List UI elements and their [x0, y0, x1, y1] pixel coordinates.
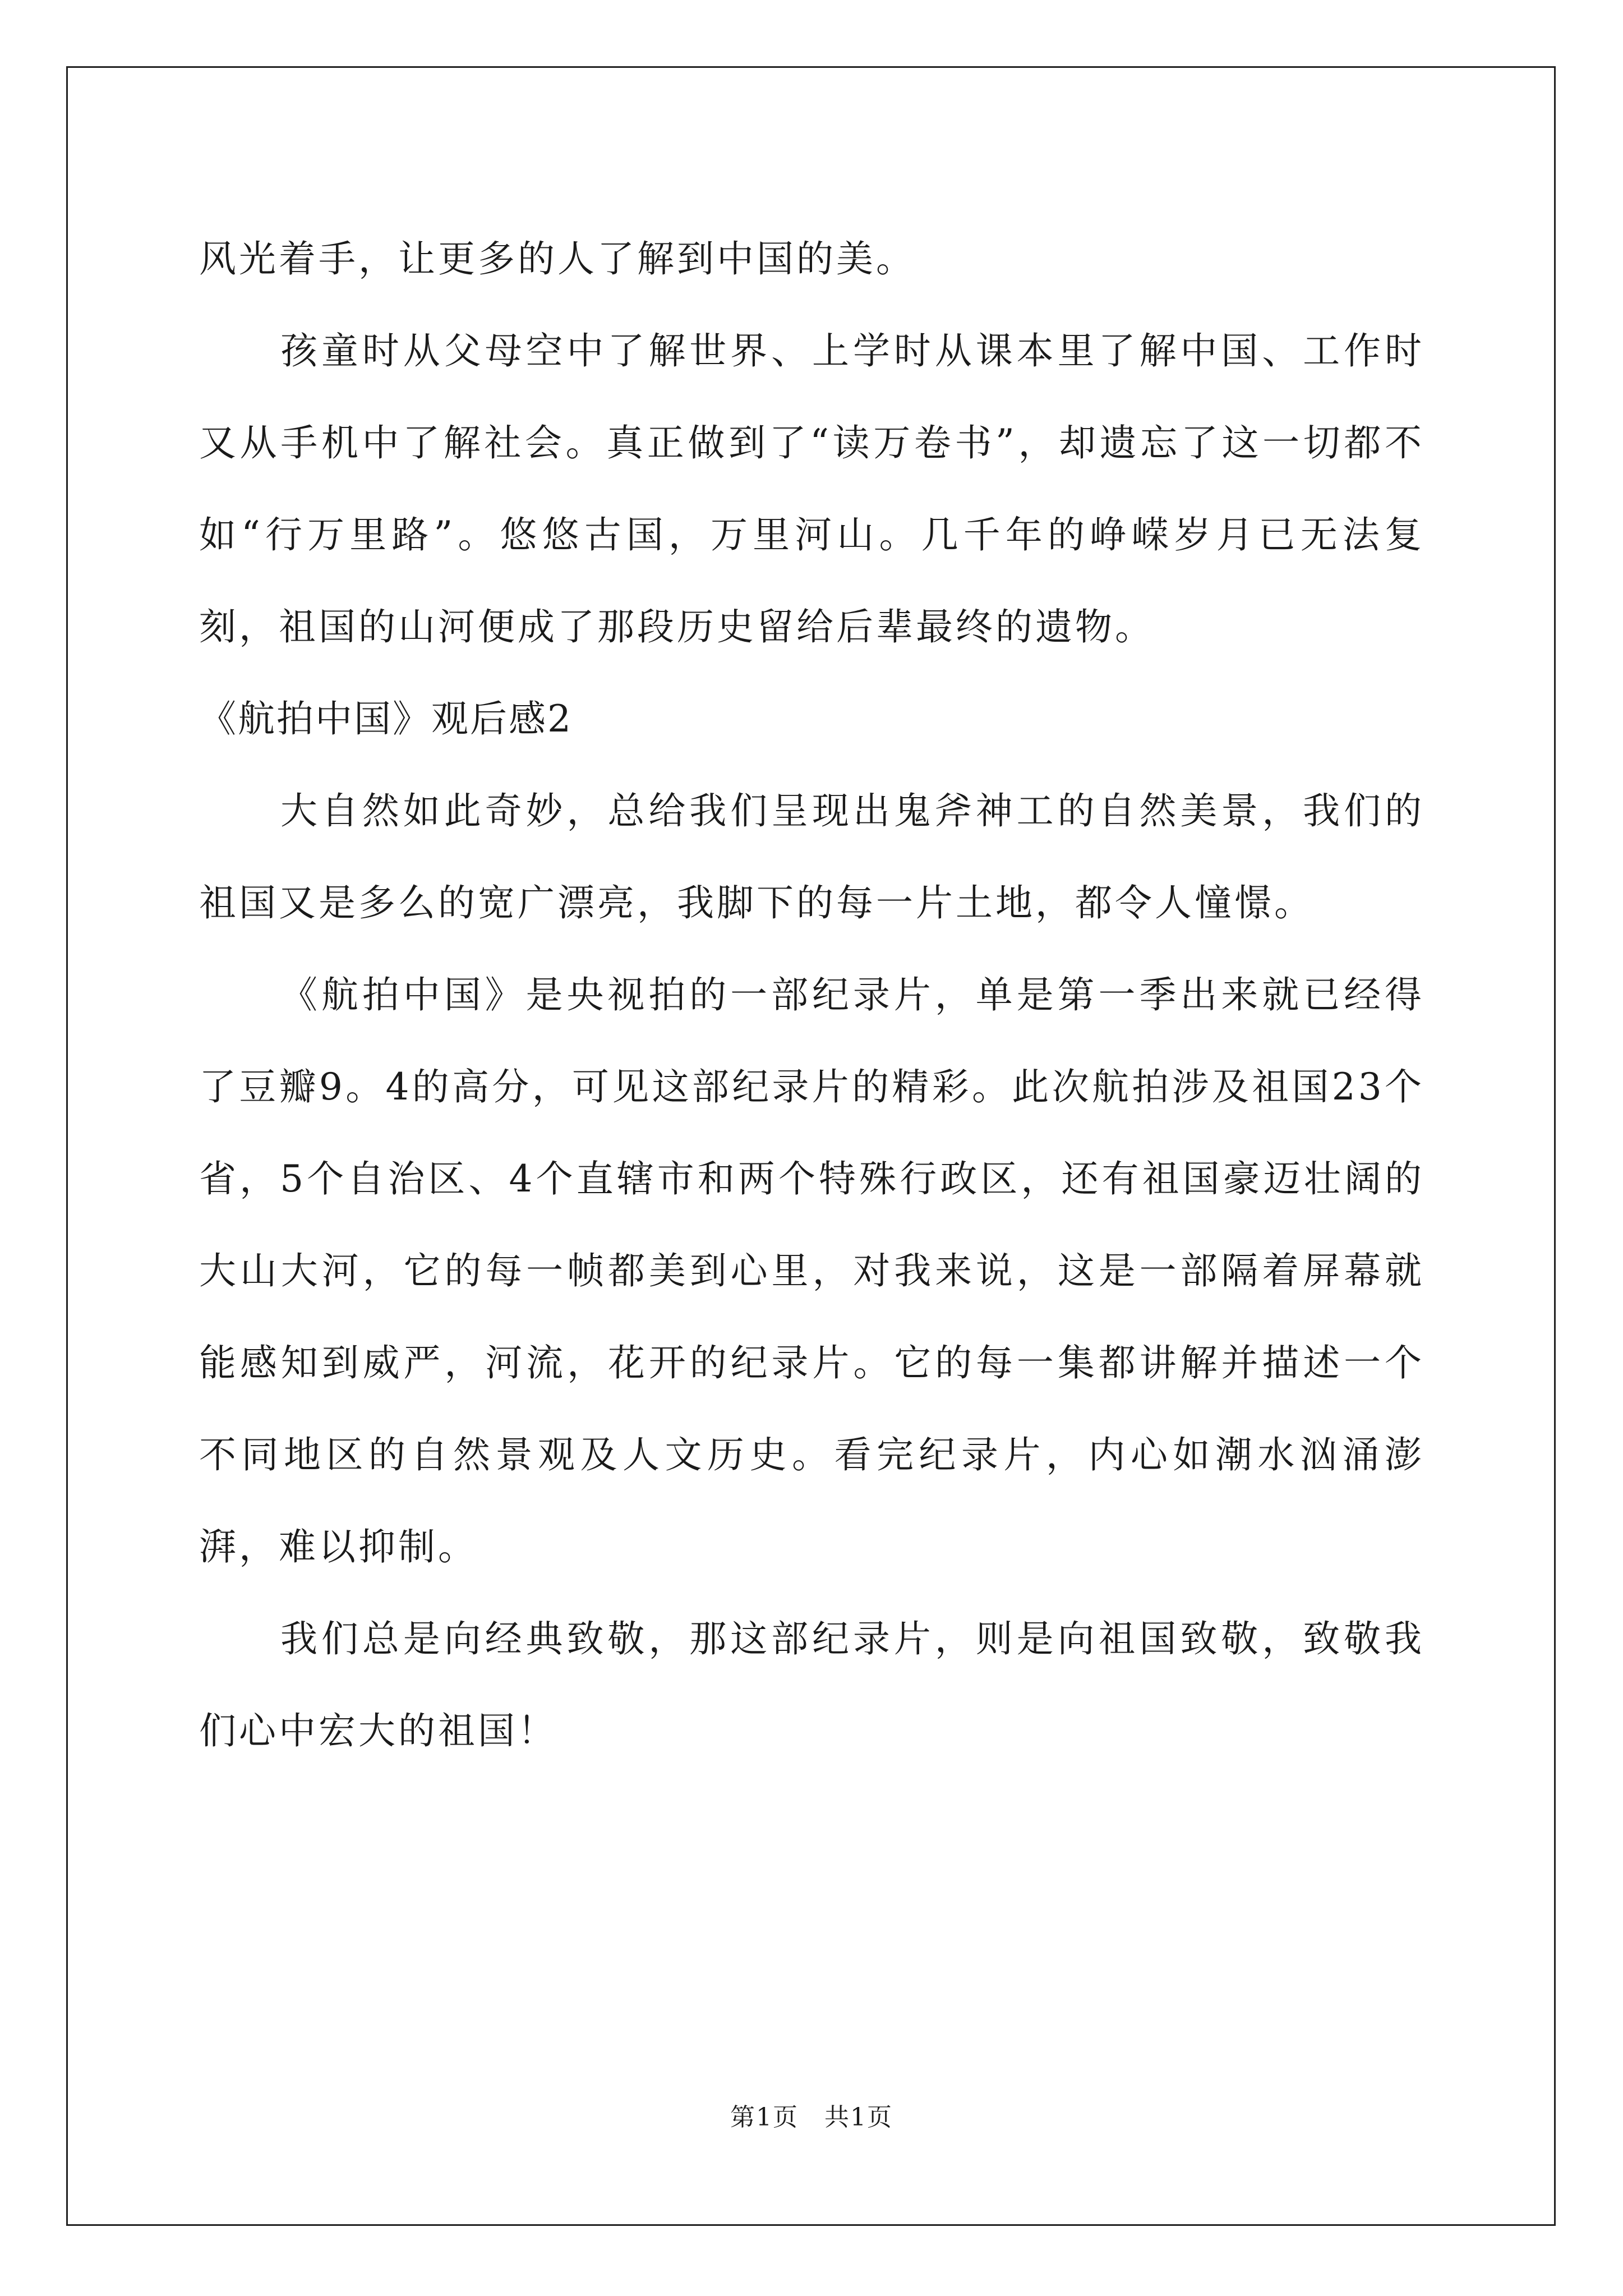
page-number: 第1页 共1页: [730, 2103, 893, 2132]
paragraph-tribute: 我们总是向经典致敬，那这部纪录片，则是向祖国致敬，致敬我们心中宏大的祖国！: [199, 1617, 1424, 1752]
document-body: [199, 213, 1424, 1777]
paragraph-continuation: 风光着手，让更多的人了解到中国的美。: [199, 237, 916, 280]
paragraph-documentary: 《航拍中国》是央视拍的一部纪录片，单是第一季出来就已经得了豆瓣9。4的高分，可见这部纪录片的精彩。此次航拍涉及祖国23个省，5个自治区、4个直辖市和两个特殊行政区，还有祖国豪迈壮阔的大山大河，它的每一帧都美到心里，对我来说，这是一部隔着屏幕就能感知到威严，河流，花开的纪录片。它的每一集都讲解并描述一个不同地区的自然景观及人文历史。看完纪录片，内心如潮水汹涌澎湃，难以抑制。: [199, 973, 1424, 1568]
paragraph-childhood: 孩童时从父母空中了解世界、上学时从课本里了解中国、工作时又从手机中了解社会。真正做到了“读万卷书”，却遗忘了这一切都不如“行万里路”。悠悠古国，万里河山。几千年的峥嵘岁月已无法复刻，祖国的山河便成了那段历史留给后辈最终的遗物。: [199, 329, 1424, 648]
section-title: 《航拍中国》观后感2: [199, 697, 573, 740]
paragraph-nature: 大自然如此奇妙，总给我们呈现出鬼斧神工的自然美景，我们的祖国又是多么的宽广漂亮，我脚下的每一片土地，都令人憧憬。: [199, 789, 1424, 924]
